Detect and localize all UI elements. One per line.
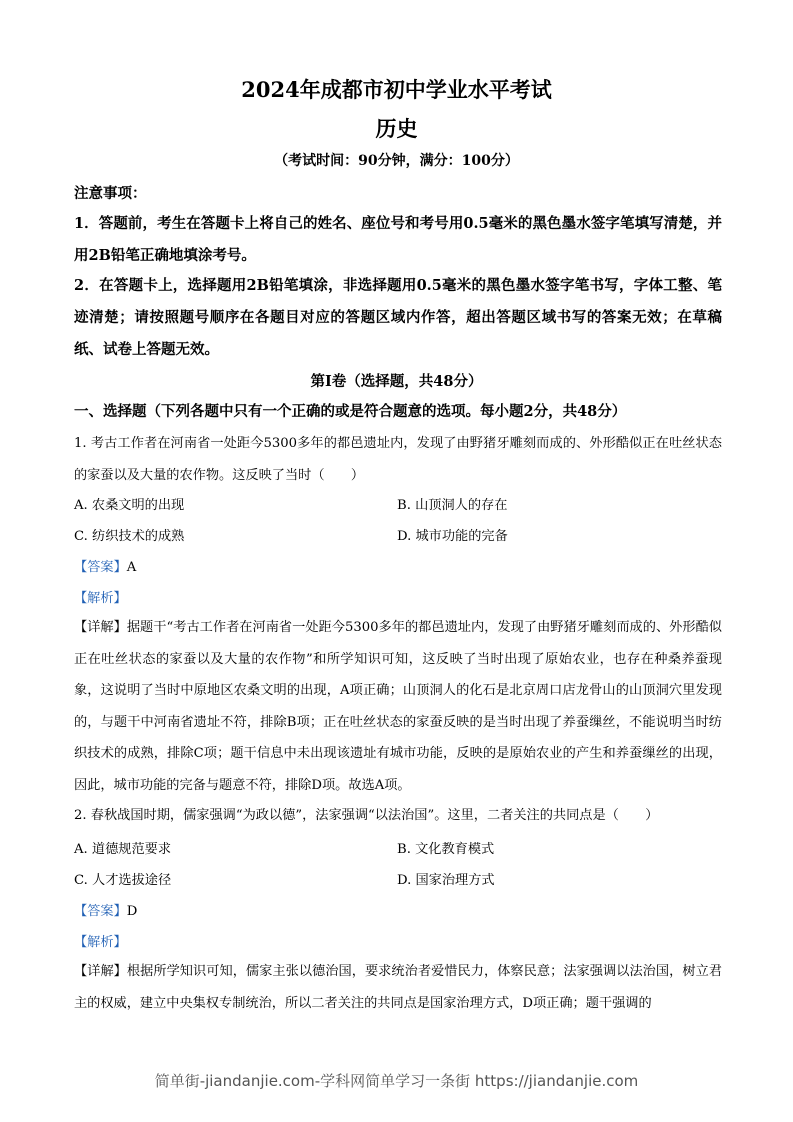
q2-detail: 【详解】根据所学知识可知，儒家主张以德治国，要求统治者爱惜民力，体察民意；法家强调以法治国，树立君主的权威，建立中央集权专制统治，所以二者关注的共同点是国家治理方式，D项正确；题干强调的 <box>74 964 722 1011</box>
exam-subject: 历史 <box>375 116 418 141</box>
exam-info: （考试时间：90分钟，满分：100分） <box>274 153 519 169</box>
q2-answer-open: 【 <box>74 904 88 919</box>
q2-answer <box>74 900 137 919</box>
part-title: 一、选择题（下列各题中只有一个正确的或是符合题意的选项。每小题2分，共48分） <box>74 403 627 420</box>
q1-answer-close: 】 <box>113 560 127 575</box>
q2-answer-label: 答案 <box>87 904 114 919</box>
q2-stem: 2. 春秋战国时期，儒家强调“为政以德”，法家强调“以法治国”。这里，二者关注的共同点是（ ） <box>74 808 659 823</box>
q2-answer-value: D <box>126 904 138 919</box>
q1-answer-label: 答案 <box>87 560 114 575</box>
q1-answer <box>74 556 136 575</box>
q1-answer-value: A <box>126 560 137 575</box>
q1-detail: 【详解】据题干“考古工作者在河南省一处距今5300多年的都邑遗址内，发现了由野猪牙雕刻而成的、外形酷似正在吐丝状态的家蚕以及大量的农作物”和所学知识可知，这反映了当时出现了原始农业，也存在种桑养蚕现象，这说明了当时中原地区农桑文明的出现，A项正确；山顶洞人的化石是北京周口店龙骨山的山顶洞穴里发现的，与题干中河南省遗址不符，排除B项；正在吐丝状态的家蚕反映的是当时出现了养蚕缫丝，不能说明当时纺织技术的成熟，排除C项；题干信息中未出现该遗址有城市功能，反映的是原始农业的产生和养蚕缫丝的出现，因此，城市功能的完备与题意不符，排除D项。故选A项。 <box>74 620 722 793</box>
q2-option-a: A. 道德规范要求 <box>74 842 172 857</box>
q2-answer-close: 】 <box>113 904 127 919</box>
note-item-2: 2．在答题卡上，选择题用2B铅笔填涂，非选择题用0.5毫米的黑色墨水签字笔书写，字体工整、笔迹清楚；请按照题号顺序在各题目对应的答题区域内作答，超出答题区域书写的答案无效；在草稿纸、试卷上答题无效。 <box>74 277 722 358</box>
q2-option-d: D. 国家治理方式 <box>397 873 495 888</box>
q1-option-c: C. 纺织技术的成熟 <box>74 529 185 544</box>
notes-heading: 注意事项： <box>74 185 147 202</box>
q2-analysis-tag: 【解析】 <box>74 935 127 950</box>
q1-answer-open: 【 <box>74 560 88 575</box>
q1-option-d: D. 城市功能的完备 <box>397 529 508 544</box>
q2-option-b: B. 文化教育模式 <box>397 842 495 857</box>
q1-option-b: B. 山顶洞人的存在 <box>397 498 508 513</box>
page-footer: 简单街-jiandanjie.com-学科网简单学习一条街 https://jiandanjie.com <box>154 1072 639 1090</box>
q2-option-c: C. 人才选拔途径 <box>74 873 172 888</box>
note-item-1: 1．答题前，考生在答题卡上将自己的姓名、座位号和考号用0.5毫米的黑色墨水签字笔填写清楚，并用2B铅笔正确地填涂考号。 <box>74 215 722 264</box>
exam-title: 2024年成都市初中学业水平考试 <box>241 77 552 102</box>
section-title: 第Ⅰ卷（选择题，共48分） <box>310 373 483 390</box>
q1-option-a: A. 农桑文明的出现 <box>74 498 185 513</box>
q1-analysis-tag: 【解析】 <box>74 591 127 606</box>
q1-stem: 1. 考古工作者在河南省一处距今5300多年的都邑遗址内，发现了由野猪牙雕刻而成的、外形酷似正在吐丝状态的家蚕以及大量的农作物。这反映了当时（ ） <box>74 436 722 483</box>
